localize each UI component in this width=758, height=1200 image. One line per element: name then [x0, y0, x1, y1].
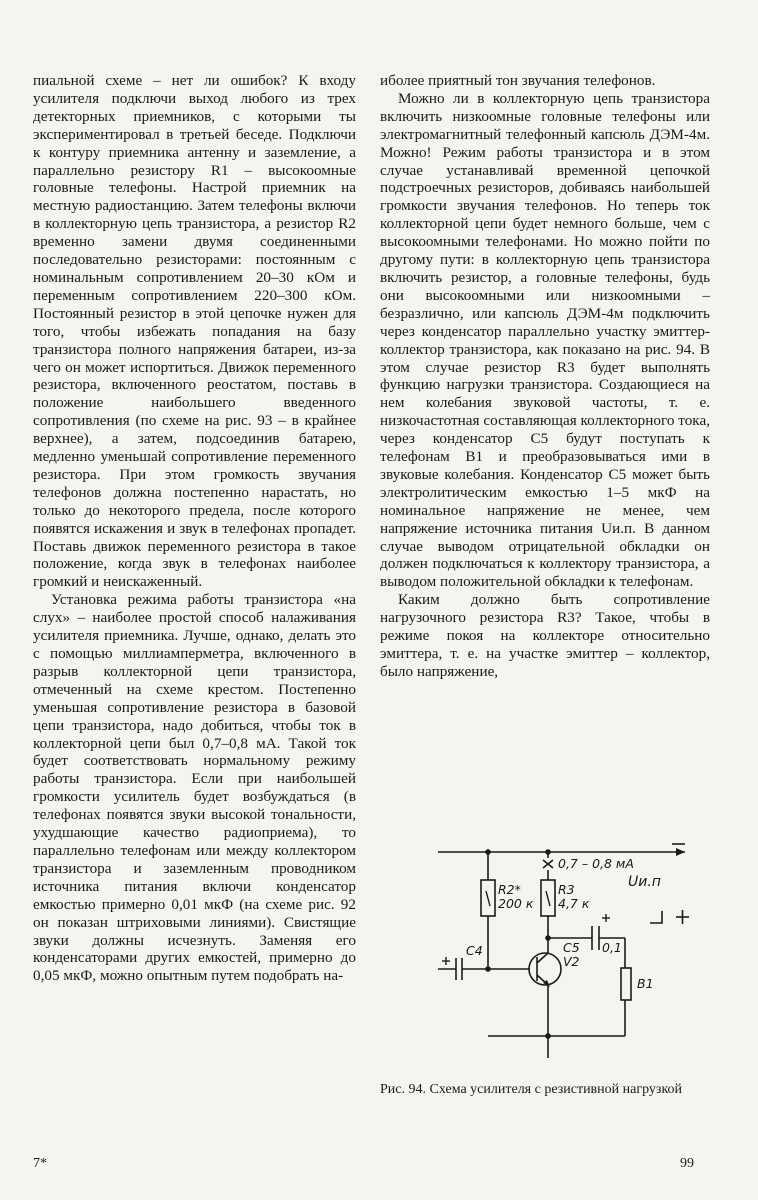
c4-name: C4 — [466, 943, 483, 958]
signature-mark: 7* — [33, 1156, 47, 1171]
paragraph: Установка режима работы транзистора «на слух» – наиболее простой способ налаживания усилителя приемника. Лучше, однако, делать это с помощью миллиамперметра, включенного в разрыв коллекторной цепи транзистора, отмеченный на схеме крестом. Постепенно уменьшая сопротивление резистора в базовой цепи транзистора, надо добиться, чтобы ток в коллекторной цепи был 0,7–0,8 мА. Такой ток будет соответствовать нормальному режиму работы транзистора. Если при наибольшей громкости усилитель будет возбуждаться (в телефонах появятся звуки высокой тональности, ухудшающие качество радиоприема), то параллельно телефонам или между коллектором транзистора и заземленным проводником источника питания включи конденсатор емкостью примерно 0,01 мкФ (на схеме рис. 92 он показан штриховыми линиями). Свистящие звуки должны исчезнуть. Заменяя его конденсаторами других емкостей, примерно до 0,05 мкФ, можно опытным путем подобрать на- — [33, 591, 356, 985]
paragraph: иболее приятный тон звучания телефонов. — [380, 72, 656, 89]
right-text-column — [380, 72, 710, 681]
figure-caption: Рис. 94. Схема усилителя с резистивной нагрузкой — [380, 1082, 683, 1097]
transistor-name: V2 — [563, 954, 580, 969]
c5-value: 0,1 — [602, 940, 622, 955]
current-label: 0,7 – 0,8 мА — [558, 856, 634, 871]
phones-name: B1 — [637, 976, 654, 991]
supply-voltage-label: Uи.п — [628, 874, 661, 890]
circuit-diagram — [380, 828, 710, 1078]
page-number: 99 — [680, 1156, 694, 1171]
r2-name: R2* — [498, 882, 521, 897]
paragraph: Можно ли в коллекторную цепь транзистора включить низкоомные головные телефоны или электромагнитный телефонный капсюль ДЭМ-4м. Можно! Режим работы транзистора и в этом случае устанавливай временной цепочкой подстроечных резисторов, добиваясь наибольшей громкости звучания телефонов. Но теперь ток коллекторной цепи будет немного больше, чем с высокоомными телефонами. Но можно пойти по другому пути: в коллекторную цепь транзистора включить резистор, а головные телефоны, будь они высокоомными или низкоомными – безразлично, или капсюль ДЭМ-4м подключить через конденсатор параллельно участку эмиттер-коллектор транзистора, как показано на рис. 94. В этом случае резистор R3 будет выполнять функцию нагрузки транзистора. Создающиеся на нем колебания звуковой частоты, т. е. низкочастотная составляющая коллекторного тока, через конденсатор C5 будут поступать к телефонам B1 и преобразовываться ими в звуковые колебания. Конденсатор C5 может быть электролитическим емкостью 1–5 мкФ на номинальное напряжение не менее, чем напряжение источника питания Uи.п. В данном случае выводом отрицательной обкладки он должен подключаться к коллектору транзистора, а выводом положительной обкладки к телефонам. — [380, 89, 710, 591]
r2-value: 200 к — [498, 896, 534, 911]
c5-name: C5 — [563, 940, 580, 955]
paragraph: пиальной схеме – нет ли ошибок? К входу усилителя подключи выход любого из трех детекторных приемников, с которыми ты экспериментировал в третьей беседе. Подключи к контуру приемника антенну и заземление, а параллельно резистору R1 – высокоомные головные телефоны. Настрой приемник на местную радиостанцию. Затем телефоны включи в коллекторную цепь транзистора, а резистор R2 временно замени двумя соединенными последовательно резисторами: постоянным с номинальным сопротивлением 20–30 кОм и переменным сопротивлением 220–300 кОм. Постоянный резистор в этой цепочке нужен для того, чтобы избежать попадания на базу транзистора полного напряжения батареи, из-за чего он может испортиться. Движок переменного резистора, включенного реостатом, поставь в положение наибольшего введенного сопротивления (по схеме на рис. 93 – в крайнее верхнее), а затем, подсоединив батарею, медленно уменьшай сопротивление переменного резистора. При этом громкость звучания телефонов должна постепенно нарастать, но только до некоторого предела, после которого появятся искажения и звук в телефонах пропадет. Поставь движок переменного резистора в такое положение, когда звук в телефонах наиболее громкий и неискаженный. — [33, 72, 356, 591]
left-text-column — [33, 72, 356, 985]
r3-value: 4,7 к — [558, 896, 590, 911]
paragraph: Каким должно быть сопротивление нагрузочного резистора R3? Такое, чтобы в режиме покоя на коллекторе относительно эмиттера, т. е. на участке эмиттер – коллектор, было напряжение, — [380, 591, 710, 680]
r3-name: R3 — [558, 882, 575, 897]
